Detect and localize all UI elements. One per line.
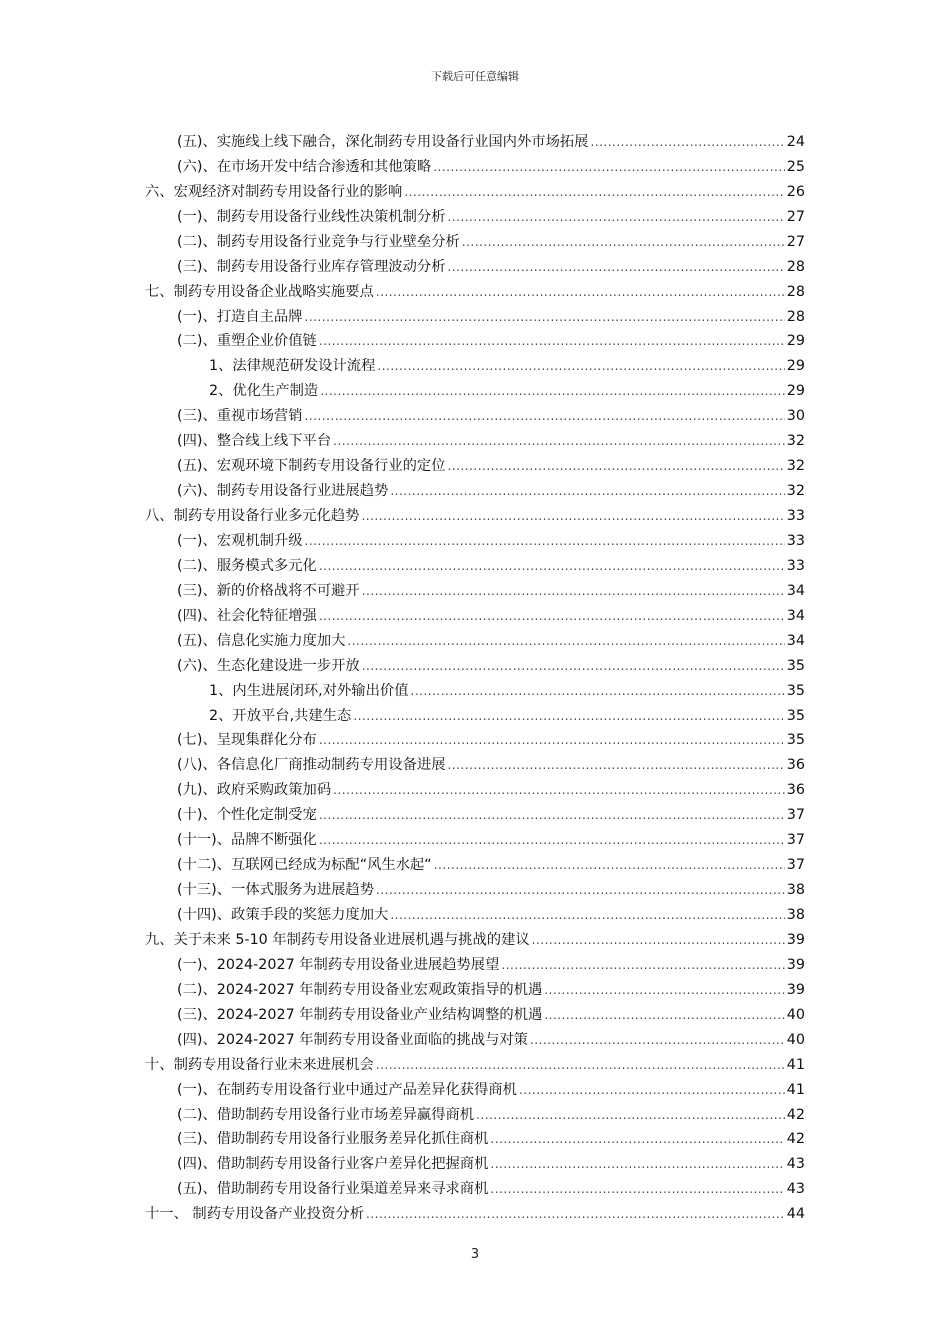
dot-leader [448, 756, 785, 775]
toc-entry-title: (二)、服务模式多元化 [177, 557, 317, 574]
toc-entry-page: 27 [786, 233, 805, 250]
dot-leader [376, 881, 785, 900]
toc-entry-title: (二)、重塑企业价值链 [177, 333, 317, 350]
toc-entry-page: 28 [786, 308, 805, 325]
toc-entry-page: 42 [786, 1106, 805, 1123]
toc-entry[interactable] [145, 426, 805, 451]
toc-entry[interactable] [145, 327, 805, 352]
toc-entry[interactable] [145, 850, 805, 875]
dot-leader [361, 507, 784, 526]
toc-entry-title: 七、制药专用设备企业战略实施要点 [145, 283, 374, 300]
toc-entry[interactable] [145, 726, 805, 751]
toc-entry-title: (三)、2024-2027 年制药专用设备业产业结构调整的机遇 [177, 1006, 543, 1023]
dot-leader [305, 532, 785, 551]
dot-leader [320, 382, 785, 401]
toc-entry-title: (三)、新的价格战将不可避开 [177, 582, 360, 599]
toc-entry[interactable] [145, 701, 805, 726]
toc-entry-title: (十四)、政策手段的奖惩力度加大 [177, 907, 389, 923]
toc-entry-page: 44 [786, 1206, 805, 1223]
toc-entry-page: 41 [786, 1056, 805, 1073]
toc-entry-title: (九)、政府采购政策加码 [177, 782, 332, 799]
toc-entry[interactable] [145, 202, 805, 227]
toc-entry-title: (十一)、品牌不断强化 [177, 832, 317, 849]
dot-leader [490, 1155, 784, 1174]
dot-leader [319, 332, 785, 351]
toc-entry-title: (四)、整合线上线下平台 [177, 433, 332, 450]
dot-leader [366, 1205, 785, 1224]
toc-entry-title: (一)、制药专用设备行业线性决策机制分析 [177, 208, 446, 225]
dot-leader [319, 831, 785, 850]
toc-entry[interactable] [145, 676, 805, 701]
toc-entry[interactable] [145, 750, 805, 775]
toc-entry[interactable] [145, 351, 805, 376]
toc-entry[interactable] [145, 1100, 805, 1125]
toc-entry-page: 33 [786, 557, 805, 574]
toc-entry[interactable] [145, 1125, 805, 1150]
toc-entry-title: (十)、个性化定制受宠 [177, 807, 317, 824]
toc-entry[interactable] [145, 576, 805, 601]
toc-entry[interactable] [145, 950, 805, 975]
toc-entry[interactable] [145, 825, 805, 850]
toc-entry-page: 33 [786, 508, 805, 524]
toc-entry[interactable] [145, 401, 805, 426]
dot-leader [433, 158, 785, 177]
toc-entry[interactable] [145, 651, 805, 676]
toc-entry[interactable] [145, 376, 805, 401]
toc-entry-page: 38 [786, 907, 805, 923]
toc-entry[interactable] [145, 875, 805, 900]
toc-entry-page: 42 [786, 1131, 805, 1148]
dot-leader [353, 707, 784, 726]
toc-entry[interactable] [145, 526, 805, 551]
toc-entry-page: 40 [786, 1031, 805, 1048]
toc-entry-title: 2、开放平台,共建生态 [209, 707, 352, 724]
toc-entry-title: 九、关于未来 5-10 年制药专用设备业进展机遇与挑战的建议 [145, 931, 530, 948]
toc-entry-page: 39 [786, 981, 805, 998]
toc-entry-title: (五)、实施线上线下融合，深化制药专用设备行业国内外市场拓展 [177, 133, 589, 150]
toc-entry[interactable] [145, 152, 805, 177]
toc-entry-page: 25 [786, 158, 805, 175]
toc-entry-title: (五)、借助制药专用设备行业渠道差异来寻求商机 [177, 1181, 489, 1198]
page-number: 3 [470, 1247, 480, 1262]
dot-leader [490, 1130, 784, 1149]
toc-entry-page: 34 [786, 632, 805, 649]
toc-entry[interactable] [145, 1174, 805, 1199]
dot-leader [462, 233, 785, 252]
toc-entry-page: 34 [786, 607, 805, 624]
dot-leader [362, 657, 785, 676]
toc-entry[interactable] [145, 1149, 805, 1174]
toc-entry-page: 36 [786, 782, 805, 799]
toc-entry-page: 37 [786, 857, 805, 874]
toc-entry[interactable] [145, 1199, 805, 1224]
toc-entry-page: 27 [786, 208, 805, 225]
dot-leader [319, 806, 785, 825]
toc-entry-page: 39 [786, 931, 805, 948]
toc-entry-page: 35 [786, 707, 805, 724]
toc-entry-page: 36 [786, 757, 805, 774]
toc-entry-title: (二)、制药专用设备行业竞争与行业壁垒分析 [177, 233, 460, 250]
toc-entry[interactable] [145, 626, 805, 651]
dot-leader [448, 208, 785, 227]
toc-entry-title: (六)、生态化建设进一步开放 [177, 657, 360, 674]
toc-entry-title: (四)、社会化特征增强 [177, 607, 317, 624]
dot-leader [411, 682, 785, 701]
toc-entry[interactable] [145, 1050, 805, 1075]
toc-entry[interactable] [145, 1075, 805, 1100]
toc-entry[interactable] [145, 775, 805, 800]
toc-entry-page: 43 [786, 1156, 805, 1173]
toc-entry[interactable] [145, 1025, 805, 1050]
toc-entry-page: 32 [786, 433, 805, 450]
toc-entry-title: 1、法律规范研发设计流程 [209, 358, 376, 375]
toc-entry[interactable] [145, 1000, 805, 1025]
toc-entry-title: (四)、借助制药专用设备行业客户差异化把握商机 [177, 1156, 489, 1173]
toc-entry[interactable] [145, 302, 805, 327]
toc-entry-title: (四)、2024-2027 年制药专用设备业面临的挑战与对策 [177, 1031, 528, 1048]
toc-entry-title: 八、制药专用设备行业多元化趋势 [145, 508, 360, 524]
dot-leader [434, 856, 785, 875]
toc-entry-title: 十一、 制药专用设备产业投资分析 [145, 1206, 364, 1223]
toc-entry-title: (三)、制药专用设备行业库存管理波动分析 [177, 258, 446, 275]
dot-leader [590, 133, 784, 152]
dot-leader [544, 1006, 785, 1025]
toc-entry-title: 十、制药专用设备行业未来进展机会 [145, 1056, 374, 1073]
toc-entry-title: (六)、在市场开发中结合渗透和其他策略 [177, 158, 432, 175]
toc-entry-title: (五)、信息化实施力度加大 [177, 632, 346, 649]
toc-entry-page: 35 [786, 657, 805, 674]
toc-entry-page: 41 [786, 1081, 805, 1098]
toc-entry[interactable] [145, 252, 805, 277]
toc-entry-page: 39 [786, 956, 805, 973]
table-of-contents [145, 127, 805, 1224]
dot-leader [448, 457, 785, 476]
toc-entry-page: 35 [786, 682, 805, 699]
toc-entry-title: (三)、重视市场营销 [177, 408, 303, 425]
toc-entry[interactable] [145, 900, 805, 925]
toc-entry-title: (三)、借助制药专用设备行业服务差异化抓住商机 [177, 1131, 489, 1148]
dot-leader [333, 781, 785, 800]
dot-leader [376, 283, 785, 302]
dot-leader [532, 931, 785, 950]
toc-entry-page: 32 [786, 458, 805, 475]
toc-entry-page: 37 [786, 807, 805, 824]
toc-entry-title: (八)、各信息化厂商推动制药专用设备进展 [177, 757, 446, 774]
dot-leader [448, 258, 785, 277]
toc-entry[interactable] [145, 127, 805, 152]
toc-entry-page: 28 [786, 283, 805, 300]
dot-leader [319, 607, 785, 626]
toc-entry[interactable] [145, 177, 805, 202]
toc-entry-title: (七)、呈现集群化分布 [177, 732, 317, 749]
toc-entry-page: 40 [786, 1006, 805, 1023]
toc-entry-title: (五)、宏观环境下制药专用设备行业的定位 [177, 458, 446, 475]
toc-entry-page: 24 [786, 133, 805, 150]
toc-entry-page: 28 [786, 258, 805, 275]
toc-entry-page: 29 [786, 333, 805, 350]
toc-entry[interactable] [145, 451, 805, 476]
toc-entry-page: 29 [786, 358, 805, 375]
dot-leader [333, 432, 785, 451]
toc-entry-title: 2、优化生产制造 [209, 383, 319, 400]
dot-leader [347, 632, 784, 651]
dot-leader [377, 357, 784, 376]
toc-entry-page: 29 [786, 383, 805, 400]
toc-entry-title: (一)、宏观机制升级 [177, 532, 303, 549]
toc-entry[interactable] [145, 277, 805, 302]
toc-entry-title: (一)、在制药专用设备行业中通过产品差异化获得商机 [177, 1081, 517, 1098]
dot-leader [376, 1056, 785, 1075]
toc-entry-page: 35 [786, 732, 805, 749]
toc-entry-page: 34 [786, 582, 805, 599]
toc-entry-page: 32 [786, 483, 805, 500]
dot-leader [305, 407, 785, 426]
dot-leader [390, 906, 784, 925]
dot-leader [501, 956, 784, 975]
toc-entry[interactable] [145, 800, 805, 825]
toc-entry-title: (十二)、互联网已经成为标配“风生水起“ [177, 857, 432, 874]
toc-entry-page: 33 [786, 532, 805, 549]
dot-leader [319, 731, 785, 750]
dot-leader [544, 981, 785, 1000]
dot-leader [305, 308, 785, 327]
toc-entry[interactable] [145, 227, 805, 252]
toc-entry-title: (一)、2024-2027 年制药专用设备业进展趋势展望 [177, 956, 500, 973]
toc-entry-title: (十三)、一体式服务为进展趋势 [177, 882, 375, 899]
toc-entry[interactable] [145, 551, 805, 576]
toc-entry-title: 1、内生进展闭环,对外输出价值 [209, 682, 409, 699]
dot-leader [362, 582, 785, 601]
dot-leader [530, 1031, 785, 1050]
toc-entry[interactable] [145, 975, 805, 1000]
toc-entry[interactable] [145, 925, 805, 950]
toc-entry[interactable] [145, 501, 805, 526]
toc-entry-page: 30 [786, 408, 805, 425]
toc-entry[interactable] [145, 476, 805, 501]
dot-leader [476, 1106, 785, 1125]
page-header: 下载后可任意编辑 [431, 70, 519, 83]
toc-entry-title: 六、宏观经济对制药专用设备行业的影响 [145, 183, 403, 200]
toc-entry-title: (二)、2024-2027 年制药专用设备业宏观政策指导的机遇 [177, 981, 543, 998]
toc-entry-page: 26 [786, 183, 805, 200]
toc-entry-title: (二)、借助制药专用设备行业市场差异赢得商机 [177, 1106, 475, 1123]
toc-entry-page: 38 [786, 882, 805, 899]
toc-entry[interactable] [145, 601, 805, 626]
dot-leader [519, 1081, 785, 1100]
dot-leader [390, 482, 784, 501]
dot-leader [404, 183, 784, 202]
toc-entry-title: (一)、打造自主品牌 [177, 308, 303, 325]
toc-entry-page: 43 [786, 1181, 805, 1198]
dot-leader [490, 1180, 784, 1199]
toc-entry-page: 37 [786, 832, 805, 849]
toc-entry-title: (六)、制药专用设备行业进展趋势 [177, 483, 389, 500]
dot-leader [319, 557, 785, 576]
